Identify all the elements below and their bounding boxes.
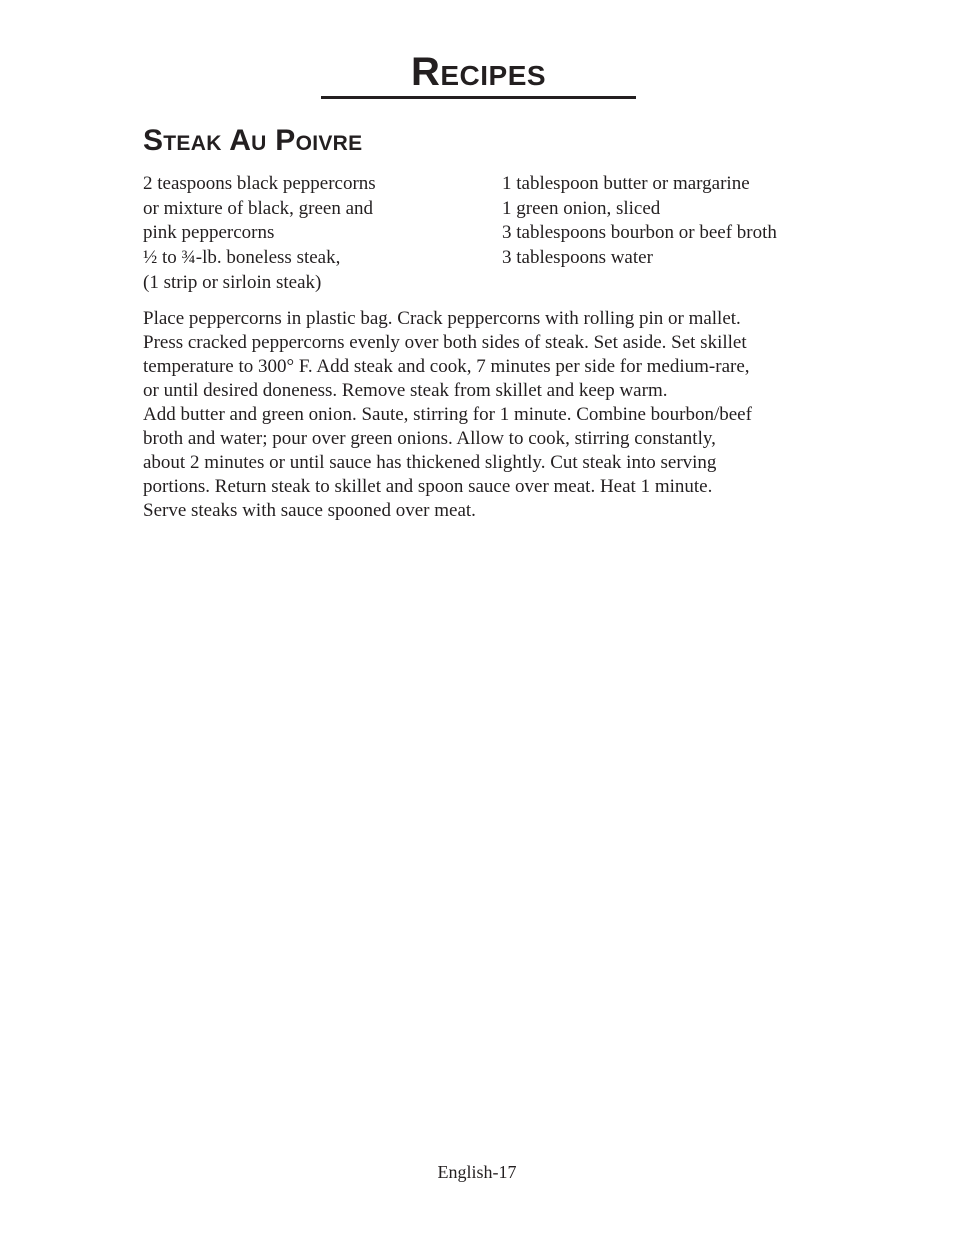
ingredient-line: pink peppercorns bbox=[143, 222, 275, 244]
directions-line: temperature to 300° F. Add steak and cook, 7 minutes per side for medium-rare, bbox=[143, 356, 750, 377]
directions-line: or until desired doneness. Remove steak from skillet and keep warm. bbox=[143, 380, 668, 401]
ingredient-line: 3 tablespoons bourbon or beef broth bbox=[502, 222, 777, 244]
ingredient-line: 3 tablespoons water bbox=[502, 247, 653, 269]
ingredient-line: (1 strip or sirloin steak) bbox=[143, 271, 322, 293]
directions-line: Place peppercorns in plastic bag. Crack peppercorns with rolling pin or mallet. bbox=[143, 308, 741, 329]
directions-line: broth and water; pour over green onions. Allow to cook, stirring constantly, bbox=[143, 428, 716, 449]
directions-line: Add butter and green onion. Saute, stirring for 1 minute. Combine bourbon/beef bbox=[143, 404, 752, 425]
ingredient-line: 1 tablespoon butter or margarine bbox=[502, 173, 750, 194]
directions-line: Press cracked peppercorns evenly over both sides of steak. Set aside. Set skillet bbox=[143, 332, 747, 353]
directions-line: portions. Return steak to skillet and spoon sauce over meat. Heat 1 minute. bbox=[143, 476, 713, 497]
recipe-title: Steak Au Poivre bbox=[143, 124, 363, 157]
recipe-directions bbox=[143, 307, 833, 523]
directions-line: about 2 minutes or until sauce has thickened slightly. Cut steak into serving bbox=[143, 452, 717, 473]
ingredients-column-left bbox=[143, 172, 473, 296]
ingredient-line: 1 green onion, sliced bbox=[502, 197, 661, 219]
ingredients-column-right bbox=[502, 172, 832, 271]
directions-line: Serve steaks with sauce spooned over meat. bbox=[143, 500, 476, 521]
page-number: English-17 bbox=[437, 1162, 517, 1182]
ingredient-line: 2 teaspoons black peppercorns bbox=[143, 173, 376, 194]
section-title: Recipes bbox=[410, 50, 547, 94]
ingredient-line: or mixture of black, green and bbox=[143, 197, 374, 219]
section-header bbox=[321, 48, 636, 99]
ingredient-line: ½ to ¾-lb. boneless steak, bbox=[143, 247, 341, 269]
